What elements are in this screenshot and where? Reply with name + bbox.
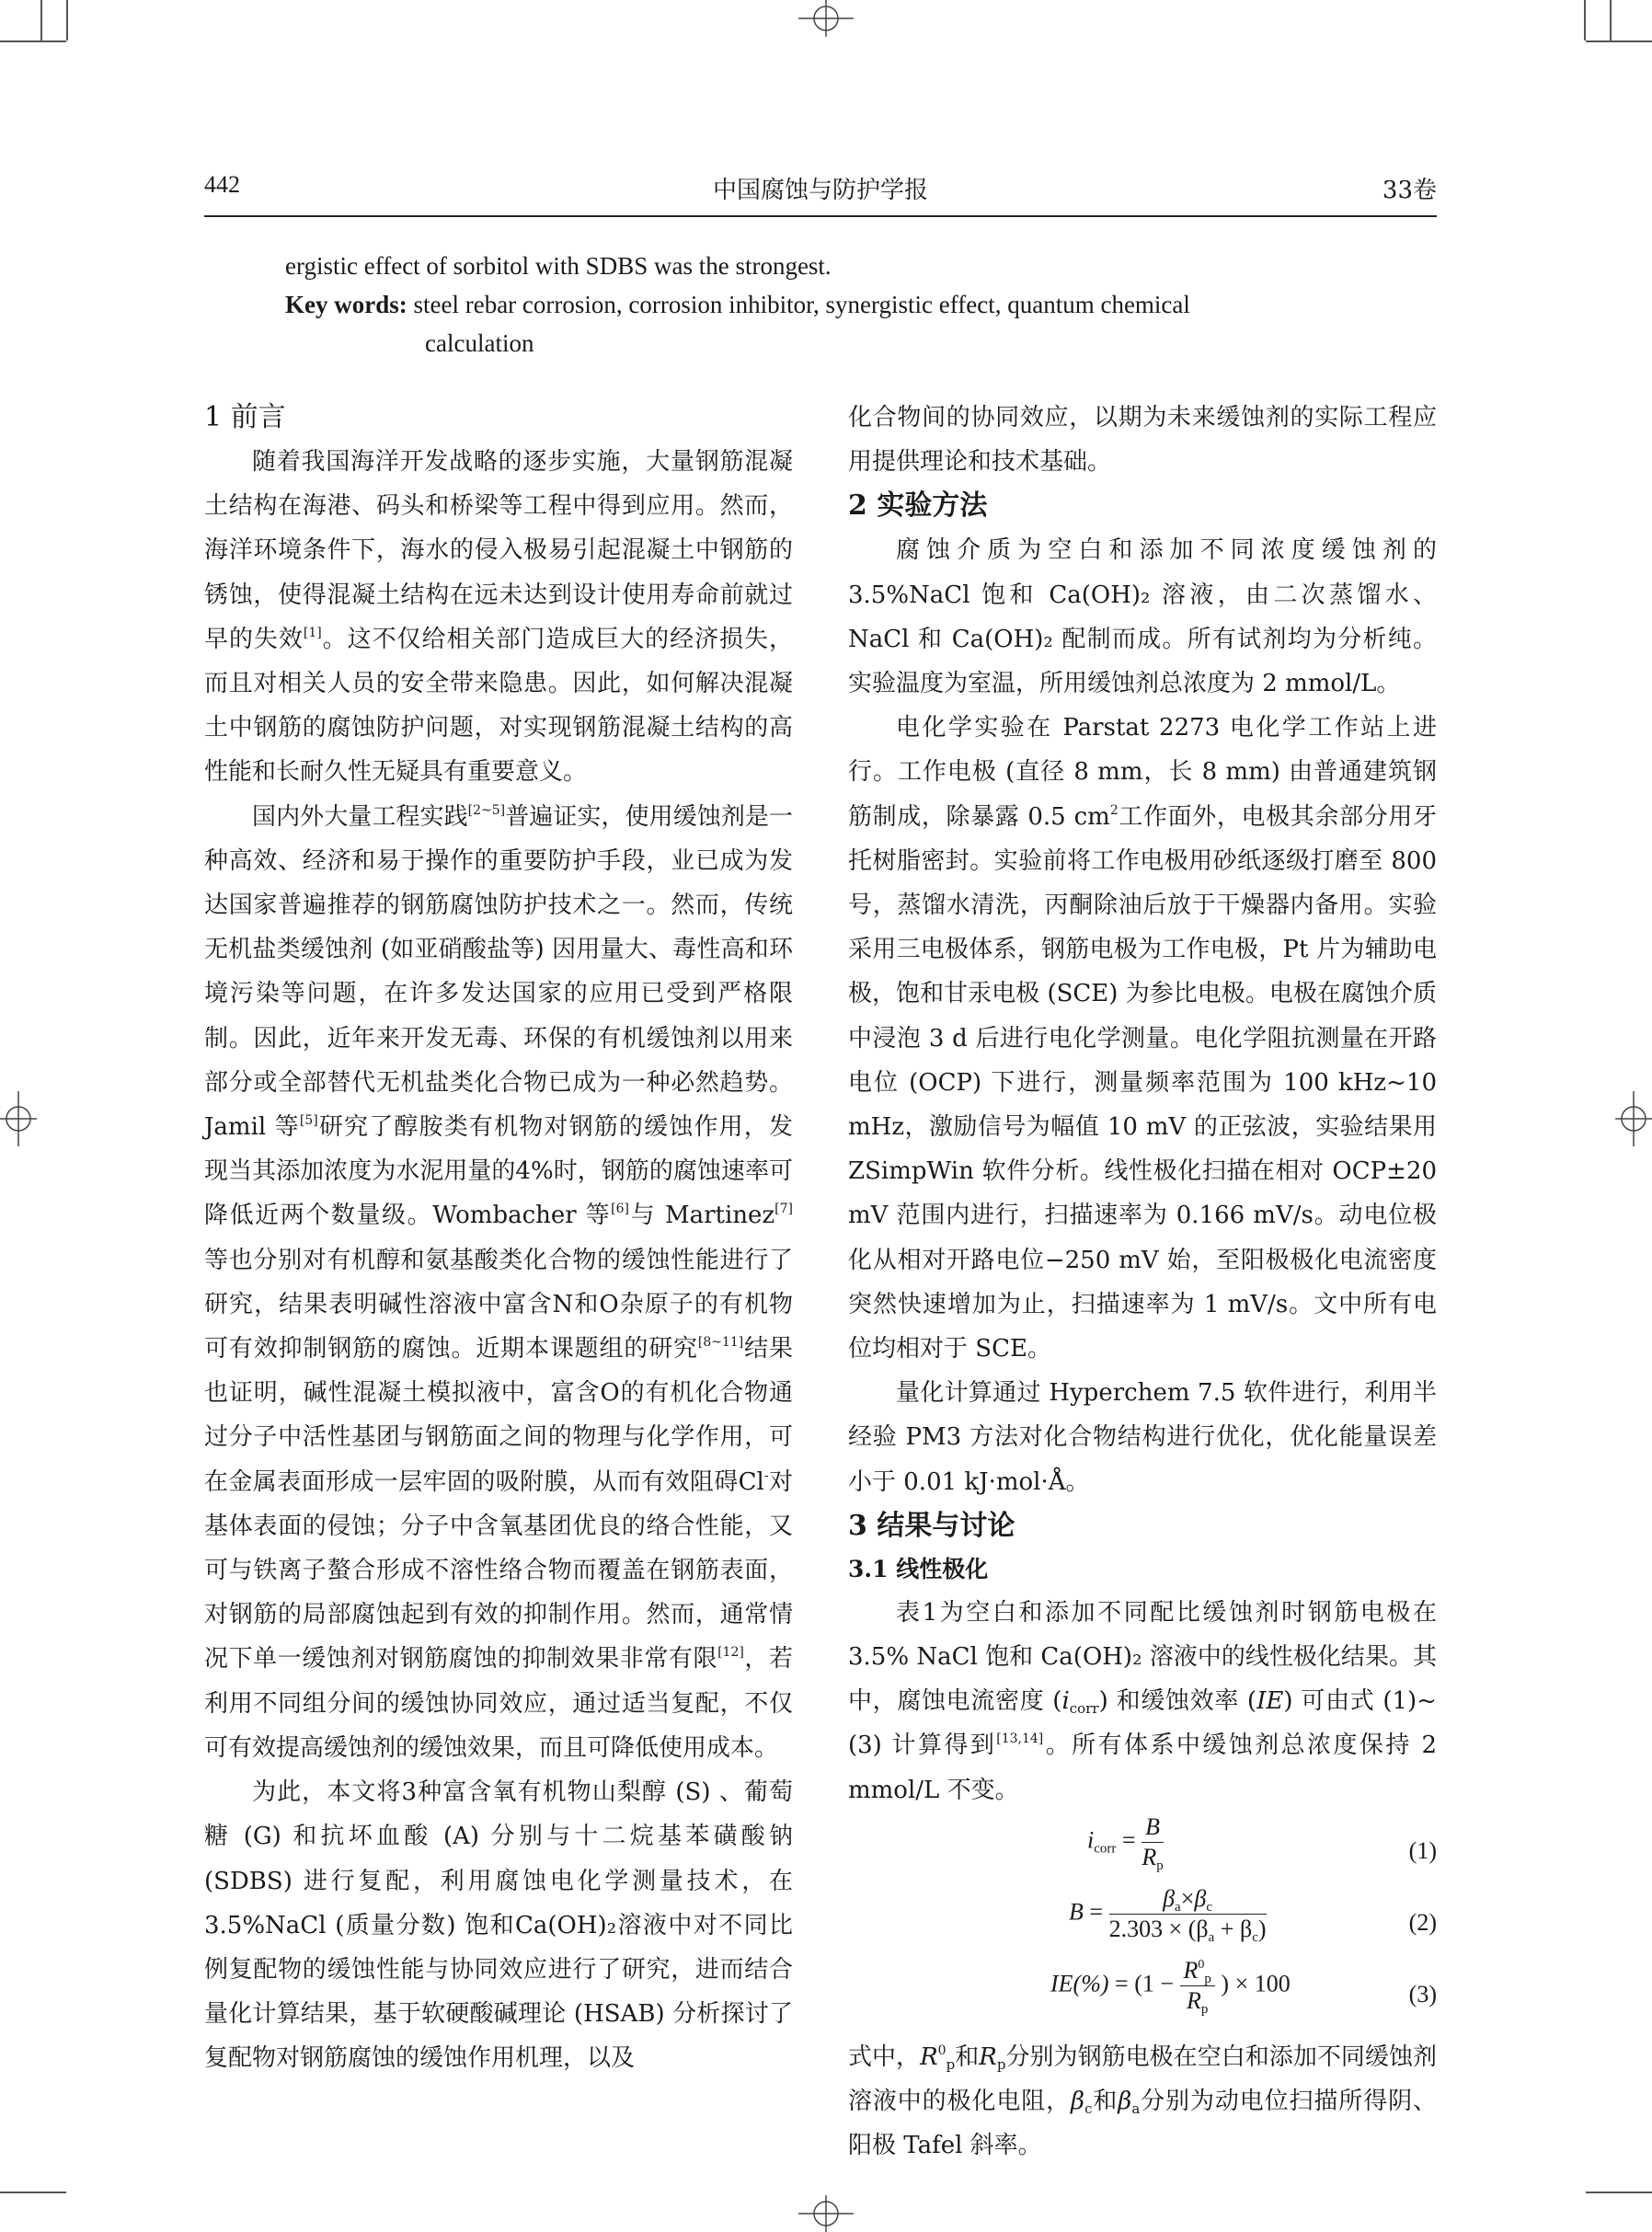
crop-mark — [40, 0, 42, 40]
subsection-title: 3.1 线性极化 — [848, 1555, 989, 1582]
registration-mark-icon — [0, 1091, 37, 1146]
page-number: 442 — [204, 171, 240, 198]
abstract-tail — [285, 247, 1389, 362]
registration-mark-icon — [798, 2195, 854, 2232]
section-title: 1 前言 — [204, 401, 286, 433]
crop-mark — [66, 0, 68, 40]
paragraph: 式中，$R^0_p$和$R_p$分别为钢筋电极在空白和添加不同缓蚀剂溶液中的极化电阻，$\beta_c$和$\beta_a$分别为动电位扫描所得阴、阳极 Tafel 斜率。 — [848, 2042, 1437, 2160]
paragraph: 电化学实验在 Parstat 2273 电化学工作站上进行。工作电极 (直径 8 mm，长 8 mm) 由普通建筑钢筋制成，除暴露 0.5 $cm^2$工作面外，电极其余部分用牙托树脂密封。实验前将工作电极用砂纸逐级打磨至 800 号，蒸馏水清洗，丙酮除油后放于干燥器内备用。实验采用三电极体系，钢筋电极为工作电极，Pt 片为辅助电极，饱和甘汞电极 (SCE) 为参比电极。电极在腐蚀介质中浸泡 3 d 后进行电化学测量。电化学阻抗测量在开路电位 (OCP) 下进行，测量频率范围为 100 kHz~10 mHz，激励信号为幅值 10 mV 的正弦波，实验结果用 ZSimpWin 软件分析。线性极化扫描在相对 OCP±20 mV 范围内进行，扫描速率为 0.166 mV/s。动电位极化从相对开路电位−250 mV 始，至阳极极化电流密度突然快速增加为止，扫描速率为 1 mV/s。文中所有电位均相对于 SCE。 — [848, 714, 1437, 1363]
keywords-label: Key words: — [285, 291, 407, 318]
volume-label: 33卷 — [1382, 177, 1437, 204]
paragraph: 化合物间的协同效应，以期为未来缓蚀剂的实际工程应用提供理论和技术基础。 — [848, 404, 1437, 477]
equation-3: IE(%) = (1 − $\frac{R^0_p}{R_p}$ ) × 100 (3) — [1050, 1956, 1437, 2017]
left-column — [204, 396, 793, 2081]
crop-mark — [1586, 2192, 1652, 2193]
equation-1: $i_{corr}$ = $\frac{B}{R_p}$ (1) — [1087, 1812, 1437, 1873]
paragraph: 腐蚀介质为空白和添加不同浓度缓蚀剂的3.5%NaCl 饱和 Ca(OH)₂ 溶液，由二次蒸馏水、NaCl 和 Ca(OH)₂ 配制而成。所有试剂均为分析纯。实验温度为室温，所用缓蚀剂总浓度为 2 mmol/L。 — [848, 536, 1437, 698]
registration-mark-icon — [798, 0, 854, 37]
paragraph: 量化计算通过 Hyperchem 7.5 软件进行，利用半经验 PM3 方法对化合物结构进行优化，优化能量误差小于 0.01 kJ·mol·Å。 — [848, 1379, 1437, 1496]
crop-mark — [1584, 0, 1586, 40]
paragraph: 国内外大量工程实践[2~5]普遍证实，使用缓蚀剂是一种高效、经济和易于操作的重要防护手段，业已成为发达国家普遍推荐的钢筋腐蚀防护技术之一。然而，传统无机盐类缓蚀剂 (如亚硝酸盐等) 因用量大、毒性高和环境污染等问题，在许多发达国家的应用已受到严格限制。因此，近年来开发无毒、环保的有机缓蚀剂以用来部分或全部替代无机盐类化合物已成为一种必然趋势。Jamil 等[5]研究了醇胺类有机物对钢筋的缓蚀作用，发现当其添加浓度为水泥用量的4%时，钢筋的腐蚀速率可降低近两个数量级。Wombacher 等[6]与 Martinez[7]等也分别对有机醇和氨基酸类化合物的缓蚀性能进行了研究，结果表明碱性溶液中富含N和O杂原子的有机物可有效抑制钢筋的腐蚀。近期本课题组的研究[8~11]结果也证明，碱性混凝土模拟液中，富含O的有机化合物通过分子中活性基团与钢筋面之间的物理与化学作用，可在金属表面形成一层牢固的吸附膜，从而有效阻碍Cl-对基体表面的侵蚀；分子中含氧基团优良的络合性能，又可与铁离子螯合形成不溶性络合物而覆盖在钢筋表面，对钢筋的局部腐蚀起到有效的抑制作用。然而，通常情况下单一缓蚀剂对钢筋腐蚀的抑制效果非常有限[12]，若利用不同组分间的缓蚀协同效应，通过适当复配，不仅可有效提高缓蚀剂的缓蚀效果，而且可降低使用成本。 — [204, 802, 793, 1762]
keywords-text-cont: calculation — [425, 329, 534, 357]
header-rule — [204, 215, 1437, 217]
crop-mark — [1610, 0, 1612, 40]
paragraph: 为此，本文将3种富含氧有机物山梨醇 (S) 、葡萄糖 (G) 和抗坏血酸 (A) 分别与十二烷基苯磺酸钠 (SDBS) 进行复配，利用腐蚀电化学测量技术，在3.5%NaCl (质量分数) 饱和Ca(OH)₂溶液中对不同比例复配物的缓蚀性能与协同效应进行了研究，进而结合量化计算结果，基于软硬酸碱理论 (HSAB) 分析探讨了复配物对钢筋腐蚀的缓蚀作用机理，以及 — [204, 1778, 793, 2073]
crop-mark — [0, 2192, 66, 2193]
keywords-text: steel rebar corrosion, corrosion inhibitor, synergistic effect, quantum chemical — [413, 291, 1190, 318]
abstract-last-line: ergistic effect of sorbitol with SDBS was the strongest. — [285, 252, 832, 280]
paragraph: 随着我国海洋开发战略的逐步实施，大量钢筋混凝土结构在海港、码头和桥梁等工程中得到应用。然而，海洋环境条件下，海水的侵入极易引起混凝土中钢筋的锈蚀，使得混凝土结构在远未达到设计使用寿命前就过早的失效[1]。这不仅给相关部门造成巨大的经济损失，而且对相关人员的安全带来隐患。因此，如何解决混凝土中钢筋的腐蚀防护问题，对实现钢筋混凝土结构的高性能和长耐久性无疑具有重要意义。 — [204, 448, 793, 787]
keywords-line — [285, 285, 1389, 324]
equation-number: (2) — [1408, 1908, 1437, 1936]
equation-2: B = $\frac{\beta_a\times\beta_c}{2.303 \times (\beta_a + \beta_c)}$ (2) — [1069, 1884, 1437, 1945]
section-title: 2 实验方法 — [848, 489, 988, 523]
running-header — [204, 171, 1437, 215]
equation-number: (1) — [1408, 1836, 1437, 1864]
crop-mark — [0, 40, 66, 42]
section-title: 3 结果与讨论 — [848, 1509, 1015, 1542]
registration-mark-icon — [1615, 1091, 1652, 1146]
journal-title: 中国腐蚀与防护学报 — [712, 177, 928, 204]
equation-number: (3) — [1408, 1980, 1437, 2008]
crop-mark — [1586, 40, 1652, 42]
right-column — [848, 396, 1437, 2169]
paragraph: 表1为空白和添加不同配比缓蚀剂时钢筋电极在 3.5% NaCl 饱和 Ca(OH)₂ 溶液中的线性极化结果。其中，腐蚀电流密度 $(i_{corr})$ 和缓蚀效率 (IE) 可由式 (1)~(3) 计算得到[13,14]。所有体系中缓蚀剂总浓度保持 2 mmol/L 不变。 — [848, 1598, 1437, 1804]
